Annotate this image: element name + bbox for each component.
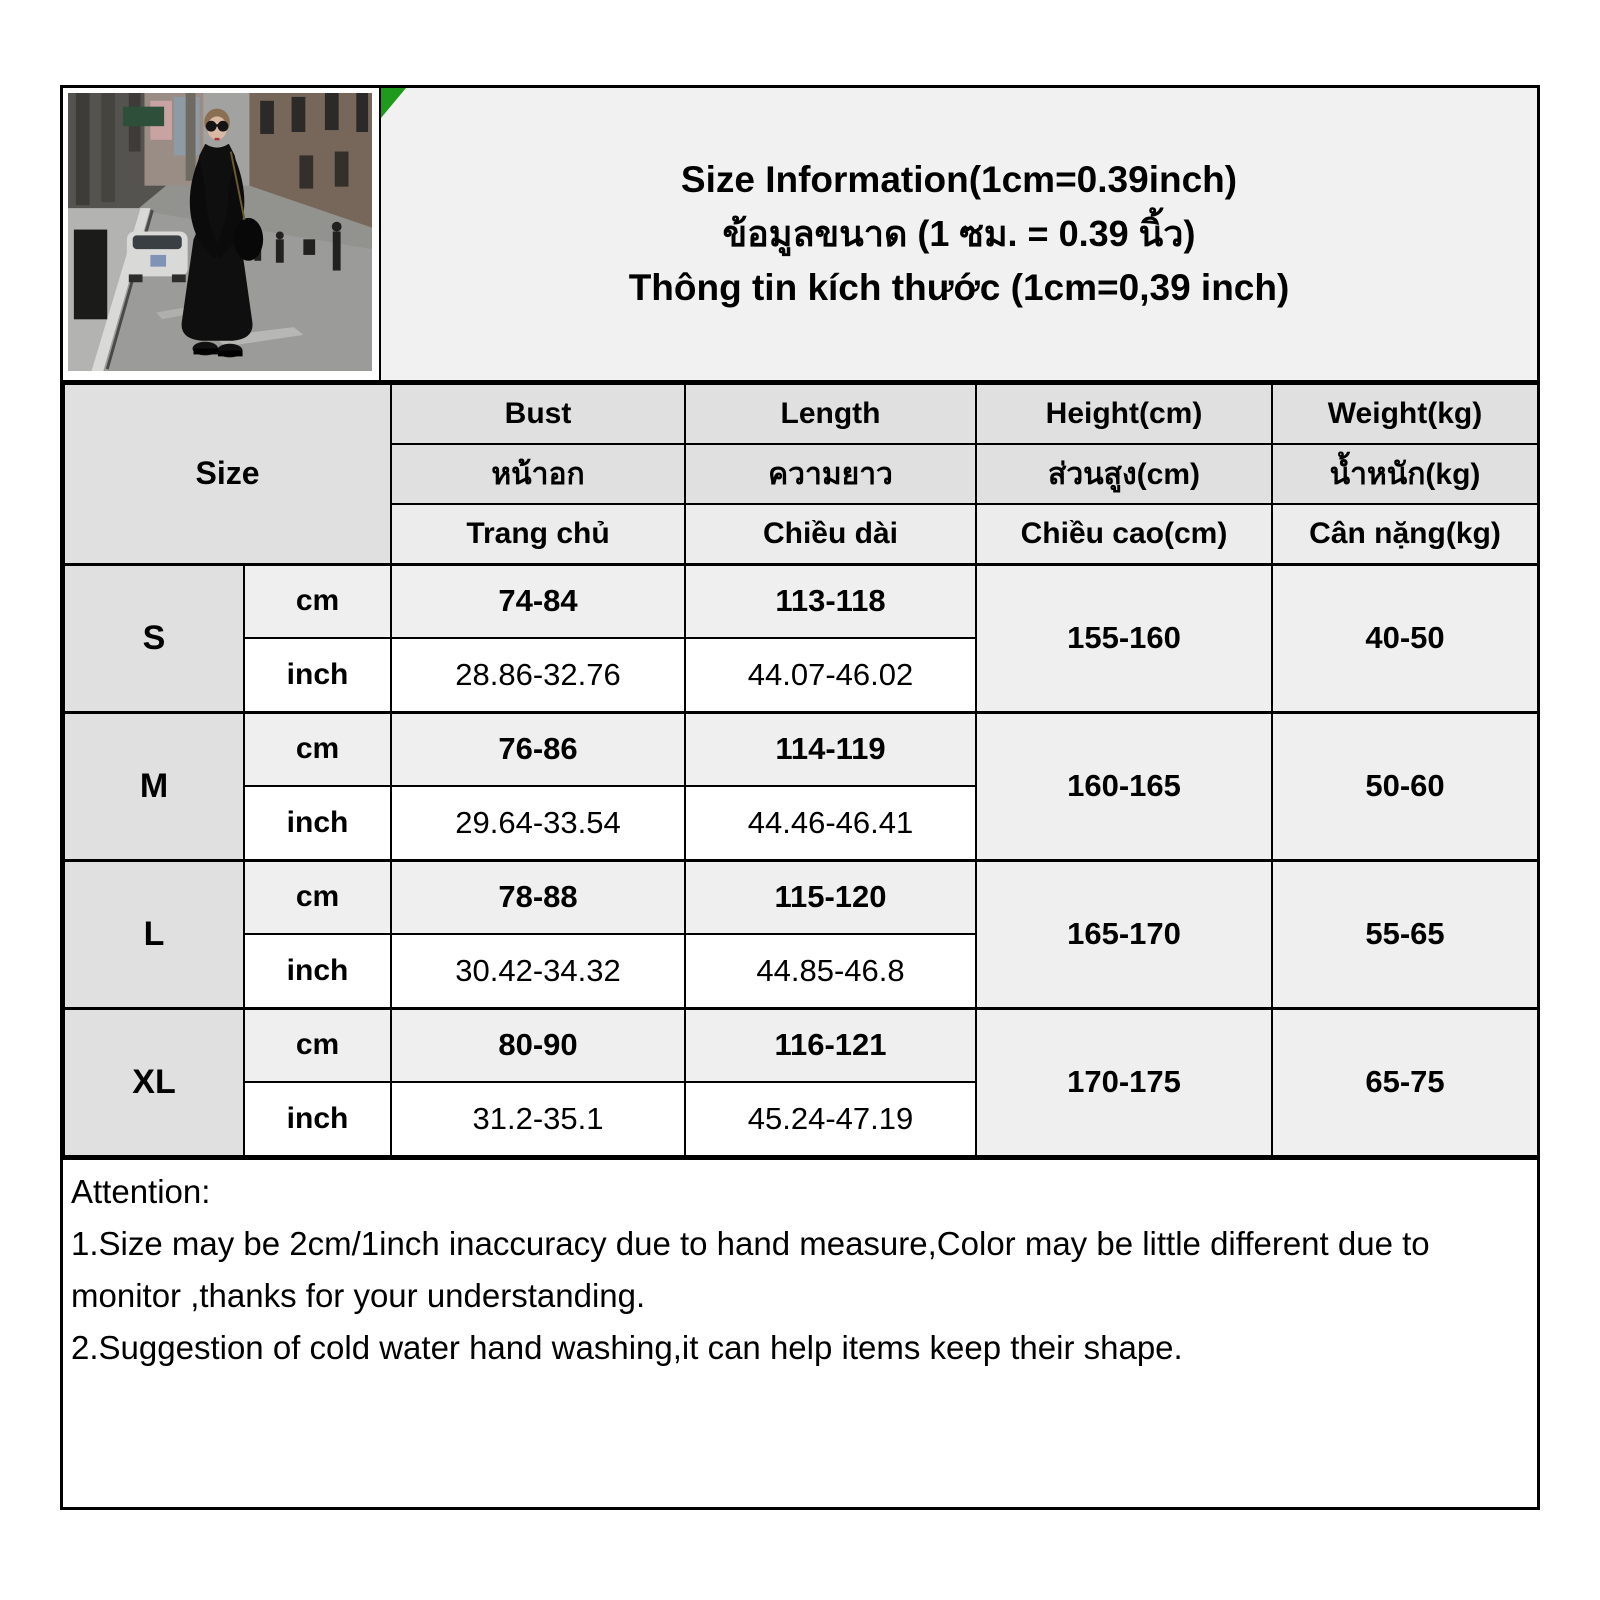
size-label: XL	[64, 1008, 244, 1156]
height-value: 170-175	[976, 1008, 1272, 1156]
top-row	[63, 88, 1537, 383]
row-M-cm	[64, 712, 1538, 786]
size-chart-sheet	[60, 85, 1540, 1510]
weight-header-en: Weight(kg)	[1272, 384, 1538, 444]
product-photo	[68, 93, 372, 371]
bust-cm-value: 80-90	[391, 1008, 685, 1082]
bust-inch-value: 31.2-35.1	[391, 1082, 685, 1156]
length-inch-value: 44.46-46.41	[685, 786, 976, 860]
unit-inch: inch	[244, 638, 391, 712]
weight-value: 55-65	[1272, 860, 1538, 1008]
bust-header-en: Bust	[391, 384, 685, 444]
bust-inch-value: 30.42-34.32	[391, 934, 685, 1008]
height-value: 155-160	[976, 564, 1272, 712]
size-label: S	[64, 564, 244, 712]
unit-inch: inch	[244, 786, 391, 860]
length-header-th: ความยาว	[685, 444, 976, 504]
row-XL-cm	[64, 1008, 1538, 1082]
length-cm-value: 114-119	[685, 712, 976, 786]
bust-cm-value: 76-86	[391, 712, 685, 786]
height-header-en: Height(cm)	[976, 384, 1272, 444]
unit-cm: cm	[244, 564, 391, 638]
bust-cm-value: 78-88	[391, 860, 685, 934]
length-header-vi: Chiều dài	[685, 504, 976, 564]
length-cm-value: 115-120	[685, 860, 976, 934]
title-thai: ข้อมูลขนาด (1 ซม. = 0.39 นิ้ว)	[722, 213, 1196, 254]
attention-note-2: 2.Suggestion of cold water hand washing,it can help items keep their shape.	[71, 1329, 1183, 1366]
bust-header-th: หน้าอก	[391, 444, 685, 504]
weight-header-vi: Cân nặng(kg)	[1272, 504, 1538, 564]
height-header-th: ส่วนสูง(cm)	[976, 444, 1272, 504]
attention-note-1: 1.Size may be 2cm/1inch inaccuracy due to hand measure,Color may be little different due to monitor ,thanks for your understanding.	[71, 1225, 1430, 1314]
length-header-en: Length	[685, 384, 976, 444]
attention-section	[63, 1157, 1537, 1507]
size-header: Size	[64, 384, 391, 564]
title-cell	[381, 88, 1537, 380]
length-cm-value: 113-118	[685, 564, 976, 638]
title-english: Size Information(1cm=0.39inch)	[680, 159, 1238, 200]
unit-cm: cm	[244, 712, 391, 786]
size-label: L	[64, 860, 244, 1008]
bust-header-vi: Trang chủ	[391, 504, 685, 564]
bust-inch-value: 28.86-32.76	[391, 638, 685, 712]
length-inch-value: 44.07-46.02	[685, 638, 976, 712]
unit-cm: cm	[244, 1008, 391, 1082]
weight-value: 40-50	[1272, 564, 1538, 712]
size-label: M	[64, 712, 244, 860]
height-header-vi: Chiều cao(cm)	[976, 504, 1272, 564]
unit-inch: inch	[244, 1082, 391, 1156]
height-value: 160-165	[976, 712, 1272, 860]
length-inch-value: 45.24-47.19	[685, 1082, 976, 1156]
row-L-cm	[64, 860, 1538, 934]
title-vietnamese: Thông tin kích thước (1cm=0,39 inch)	[628, 267, 1290, 308]
size-table	[63, 383, 1539, 1157]
unit-cm: cm	[244, 860, 391, 934]
height-value: 165-170	[976, 860, 1272, 1008]
weight-value: 65-75	[1272, 1008, 1538, 1156]
weight-header-th: น้ำหนัก(kg)	[1272, 444, 1538, 504]
unit-inch: inch	[244, 934, 391, 1008]
row-S-cm	[64, 564, 1538, 638]
attention-heading: Attention:	[71, 1173, 211, 1210]
length-inch-value: 44.85-46.8	[685, 934, 976, 1008]
header-row-en	[64, 384, 1538, 444]
bust-inch-value: 29.64-33.54	[391, 786, 685, 860]
product-photo-cell	[63, 88, 381, 380]
weight-value: 50-60	[1272, 712, 1538, 860]
bust-cm-value: 74-84	[391, 564, 685, 638]
length-cm-value: 116-121	[685, 1008, 976, 1082]
cell-corner-marker	[381, 88, 406, 118]
